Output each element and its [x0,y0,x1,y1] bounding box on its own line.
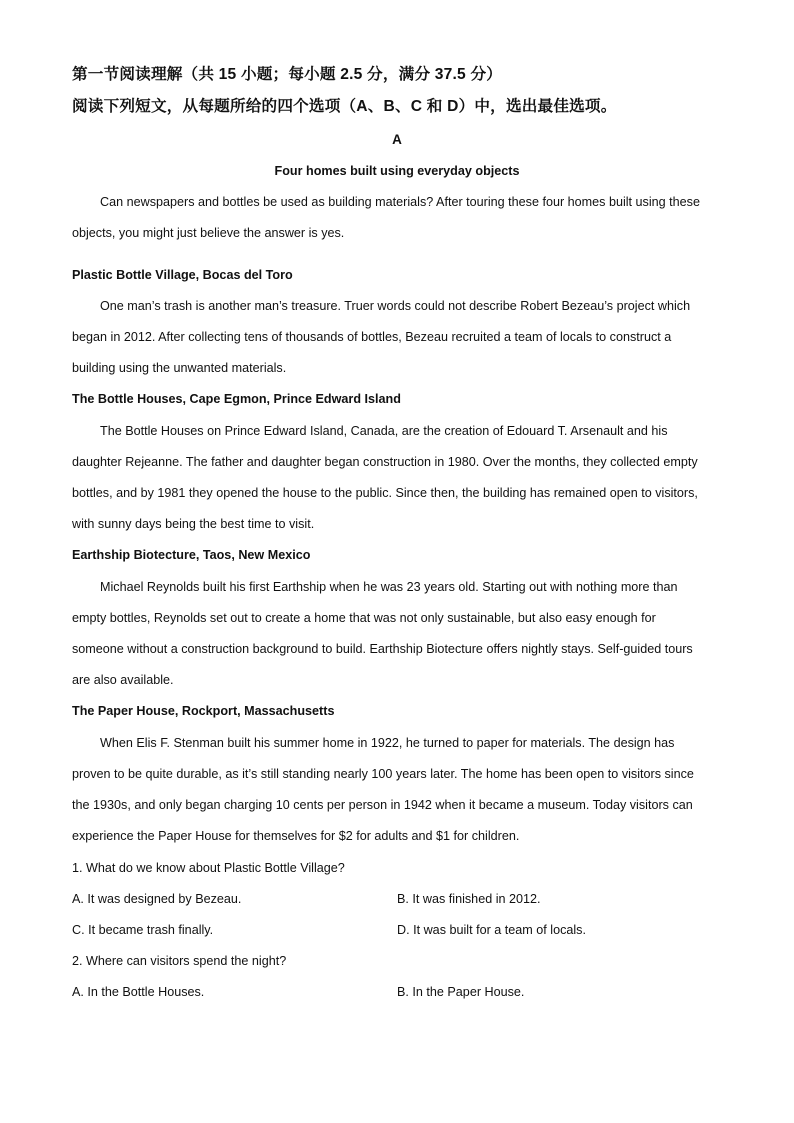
answer-option: C. It became trash finally. [72,923,214,937]
question-stem: 1. What do we know about Plastic Bottle Village? [72,861,345,875]
answer-option: A. It was designed by Bezeau. [72,892,242,906]
answer-option: B. It was finished in 2012. [397,892,541,906]
instructions: 阅读下列短文，从每题所给的四个选项（A、B、C 和 D）中，选出最佳选项。 [72,98,617,115]
paragraph-line: someone without a construction background to build. Earthship Biotecture offers nightly stays. Self-guided tours [72,642,693,656]
paragraph-line: The Bottle Houses on Prince Edward Island, Canada, are the creation of Edouard T. Arsenault and his [100,424,668,438]
paragraph-line: began in 2012. After collecting tens of thousands of bottles, Bezeau recruited a team of locals to construct a [72,330,672,344]
passage-title: Four homes built using everyday objects [274,164,520,178]
paragraph-line: building using the unwanted materials. [72,361,287,375]
paragraph-line: the 1930s, and only began charging 10 cents per person in 1942 when it became a museum. Today visitors can [72,798,693,812]
paragraph-line: proven to be quite durable, as it’s still standing nearly 100 years later. The home has been open to visitors since [72,767,694,781]
answer-option: B. In the Paper House. [397,985,525,999]
section-title: 第一节阅读理解（共 15 小题；每小题 2.5 分，满分 37.5 分） [72,66,503,83]
paragraph-line: bottles, and by 1981 they opened the house to the public. Since then, the building has remained open to visitors, [72,486,698,500]
paragraph-line: When Elis F. Stenman built his summer home in 1922, he turned to paper for materials. The design has [100,736,675,750]
paragraph-line: One man’s trash is another man’s treasure. Truer words could not describe Robert Bezeau’s project which [100,299,691,313]
section-heading: The Paper House, Rockport, Massachusetts [72,704,335,718]
answer-option: D. It was built for a team of locals. [397,923,586,937]
paragraph-line: with sunny days being the best time to visit. [72,517,315,531]
section-heading: Plastic Bottle Village, Bocas del Toro [72,268,293,282]
question-stem: 2. Where can visitors spend the night? [72,954,287,968]
paragraph-line: are also available. [72,673,174,687]
paragraph-line: objects, you might just believe the answer is yes. [72,226,345,240]
paragraph-line: empty bottles, Reynolds set out to create a home that was not only sustainable, but also easy enough for [72,611,656,625]
passage-label: A [392,132,402,147]
section-heading: The Bottle Houses, Cape Egmon, Prince Edward Island [72,392,401,406]
paragraph-line: Can newspapers and bottles be used as building materials? After touring these four homes built using these [100,195,700,209]
section-heading: Earthship Biotecture, Taos, New Mexico [72,548,311,562]
paragraph-line: daughter Rejeanne. The father and daughter began construction in 1980. Over the months, they collected empty [72,455,698,469]
paragraph-line: Michael Reynolds built his first Earthship when he was 23 years old. Starting out with nothing more than [100,580,678,594]
paragraph-line: experience the Paper House for themselves for $2 for adults and $1 for children. [72,829,520,843]
answer-option: A. In the Bottle Houses. [72,985,205,999]
